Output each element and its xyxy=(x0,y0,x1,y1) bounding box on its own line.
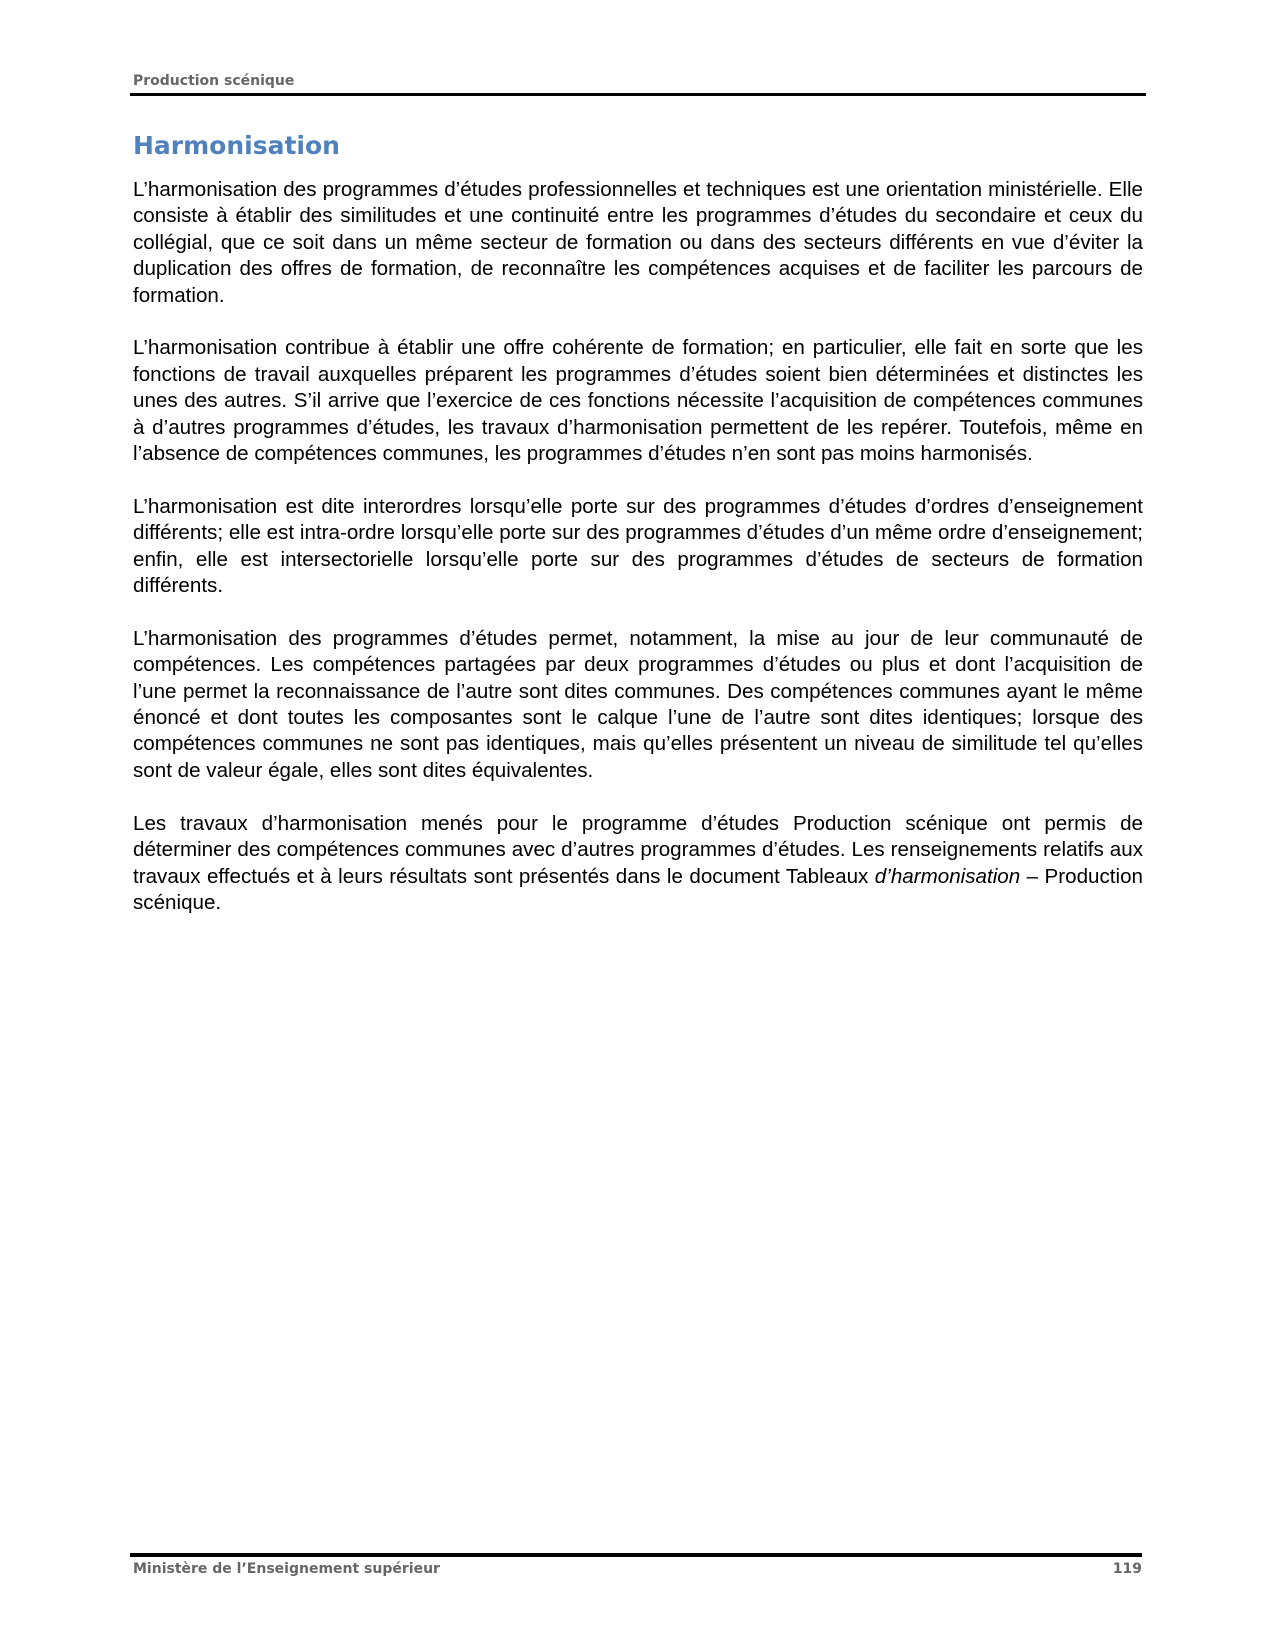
paragraph: L’harmonisation est dite interordres lorsqu’elle porte sur des programmes d’études d’ordres d’enseignement différents; elle est intra-ordre lorsqu’elle porte sur des programmes d’études d’un même ordre d’enseignement; enfin, elle est intersectorielle lorsqu’elle porte sur des programmes d’études de secteurs de formation différents. xyxy=(133,494,1143,598)
document-title-italic: d’harmonisation xyxy=(874,864,1021,888)
footer-rule xyxy=(130,1553,1142,1557)
paragraph: L’harmonisation des programmes d’études permet, notamment, la mise au jour de leur communauté de compétences. Les compétences partagées par deux programmes d’études ou plus et dont l’acquisition de l’une permet la reconnaissance de l’autre sont dites communes. Des compétences communes ayant le même énoncé et dont toutes les composantes sont le calque l’une de l’autre sont dites identiques; lorsque des compétences communes ne sont pas identiques, mais qu’elles présentent un niveau de similitude tel qu’elles sont de valeur égale, elles sont dites équivalentes. xyxy=(133,626,1143,782)
paragraph: L’harmonisation contribue à établir une offre cohérente de formation; en particulier, elle fait en sorte que les fonctions de travail auxquelles préparent les programmes d’études soient bien déterminées et distinctes les unes des autres. S’il arrive que l’exercice de ces fonctions nécessite l’acquisition de compétences communes à d’autres programmes d’études, les travaux d’harmonisation permettent de les repérer. Toutefois, même en l’absence de compétences communes, les programmes d’études n’en sont pas moins harmonisés. xyxy=(133,336,1143,466)
section-title: Harmonisation xyxy=(133,131,340,160)
running-header: Production scénique xyxy=(133,73,295,89)
paragraph xyxy=(133,811,1143,917)
footer-organization: Ministère de l’Enseignement supérieur xyxy=(133,1561,440,1577)
page-number: 119 xyxy=(1112,1561,1142,1577)
paragraph-text: Les travaux d’harmonisation menés pour le programme d’études Production scénique ont permis de déterminer des compétences communes avec d’autres programmes d’études. Les renseignements relatifs aux travaux effectués et à leurs résultats sont présentés dans le document Tableaux xyxy=(133,811,1143,888)
paragraph-text: – Production scénique. xyxy=(133,864,1143,914)
paragraph: L’harmonisation des programmes d’études professionnelles et techniques est une orientation ministérielle. Elle consiste à établir des similitudes et une continuité entre les programmes d’études du secondaire et ceux du collégial, que ce soit dans un même secteur de formation ou dans des secteurs différents en vue d’éviter la duplication des offres de formation, de reconnaître les compétences acquises et de faciliter les parcours de formation. xyxy=(133,178,1143,307)
header-rule xyxy=(130,93,1146,96)
section-body xyxy=(133,177,1143,943)
